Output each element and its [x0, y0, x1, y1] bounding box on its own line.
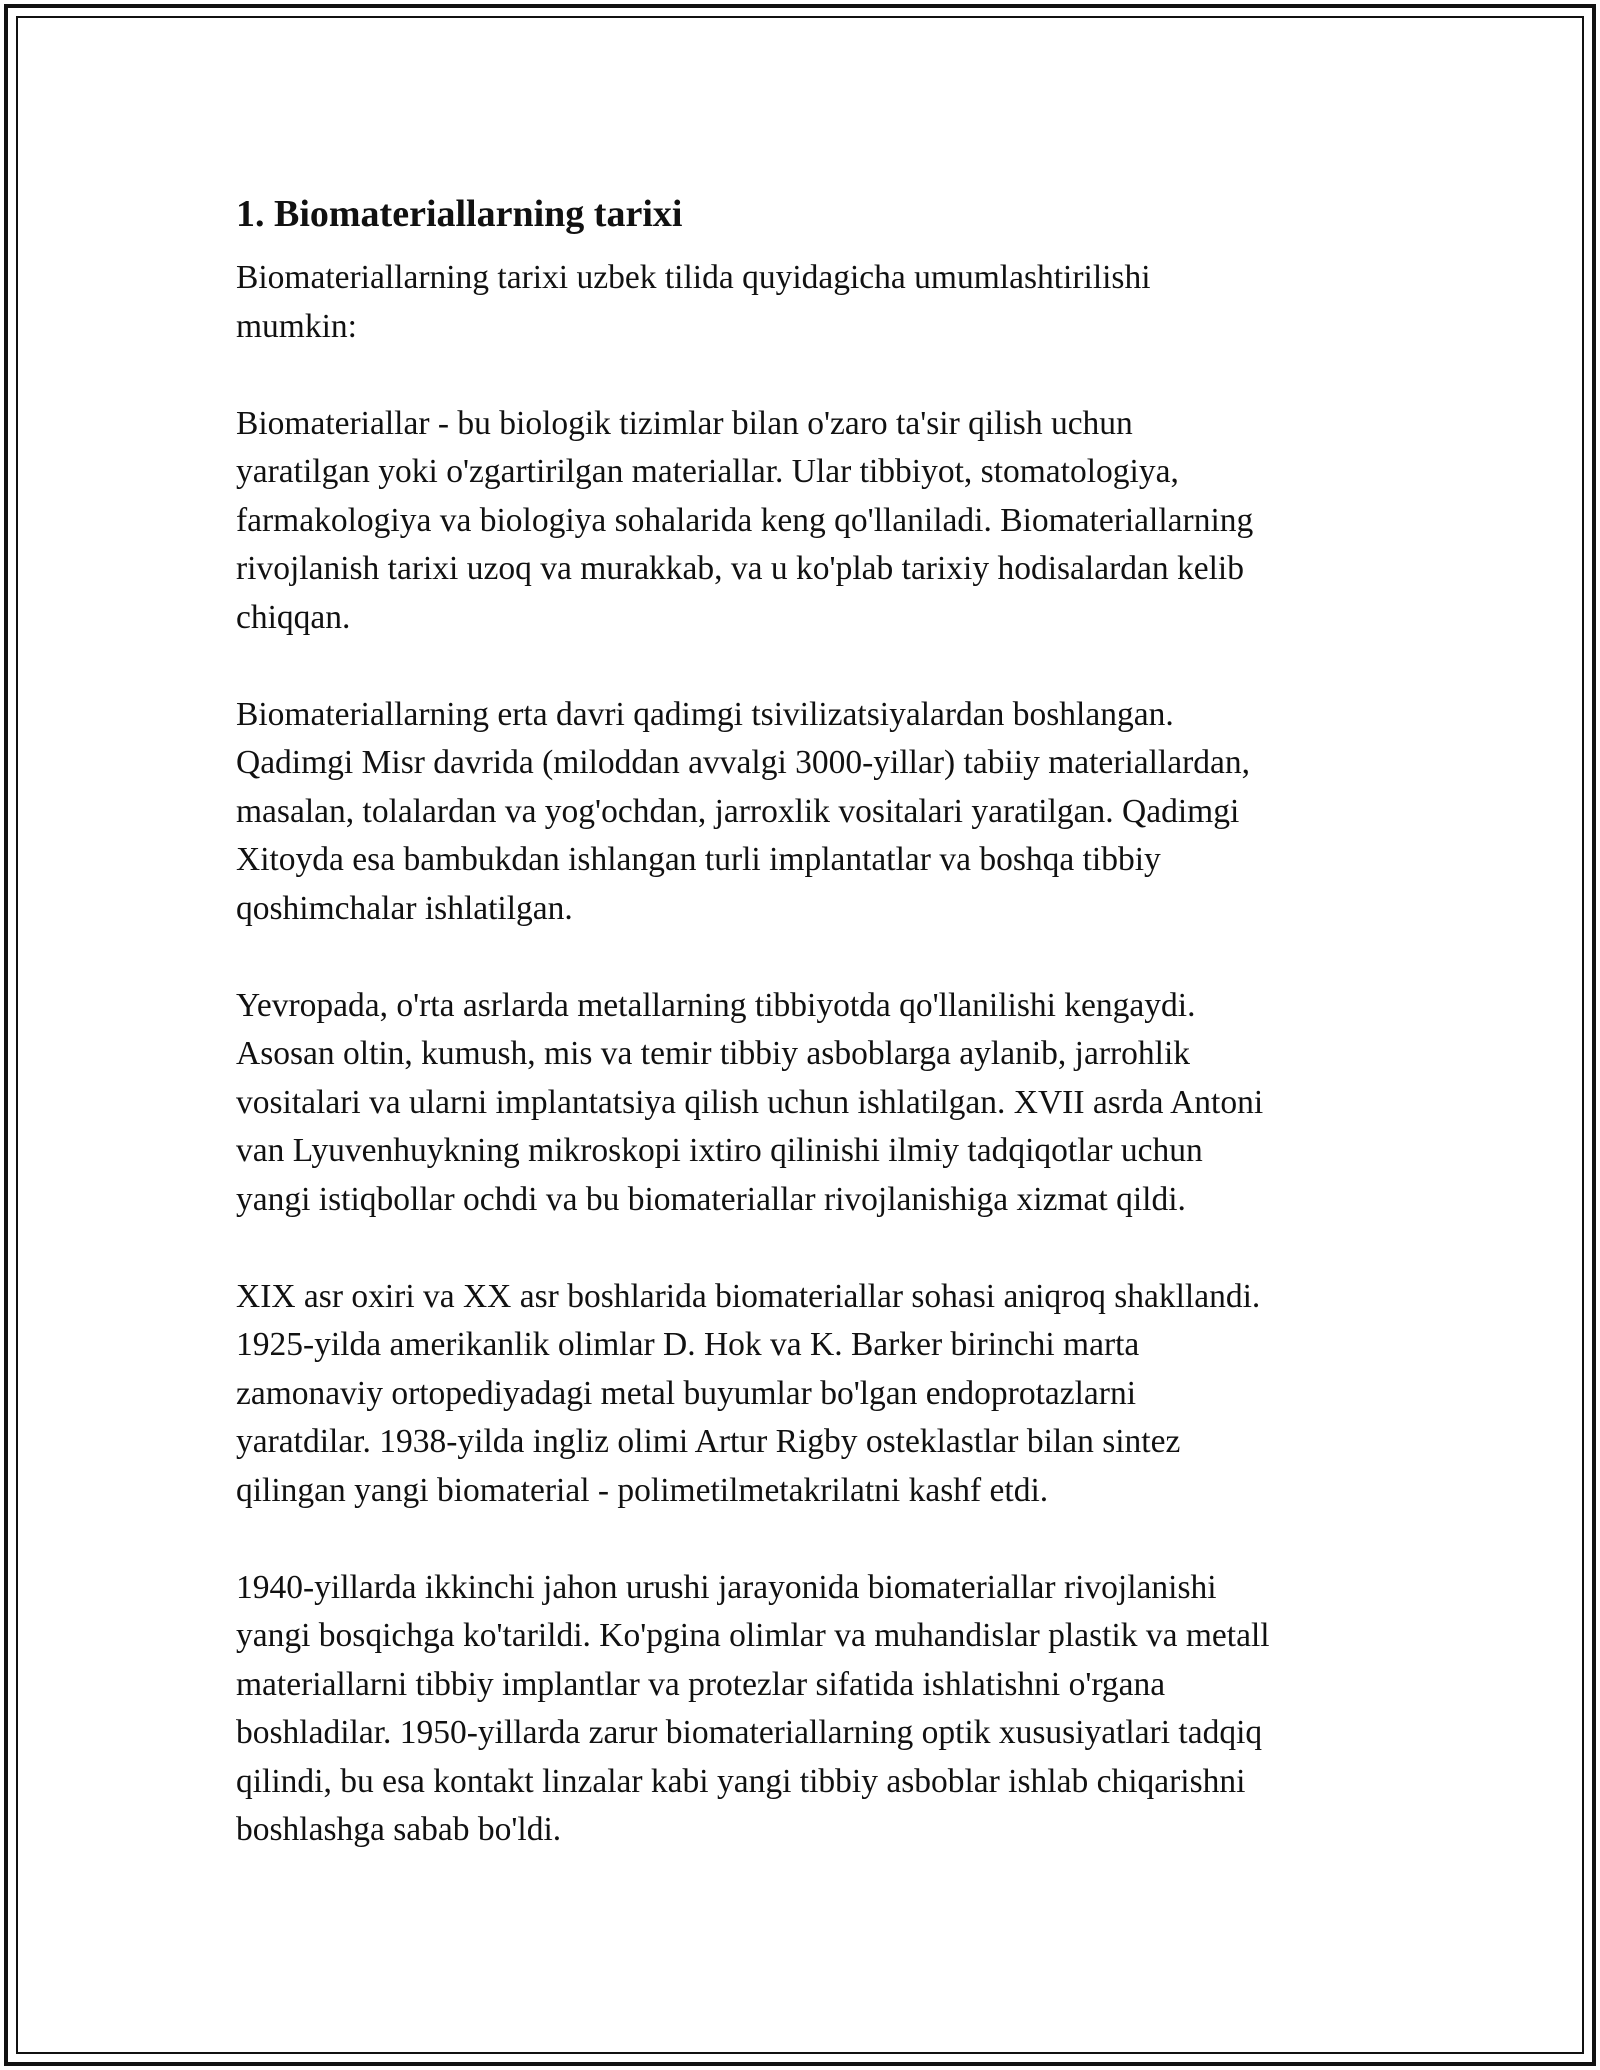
text-line: Biomateriallar - bu biologik tizimlar bilan o'zaro ta'sir qilish uchun [236, 404, 1133, 442]
text-line: yangi istiqbollar ochdi va bu biomateriallar rivojlanishiga xizmat qildi. [236, 1180, 1186, 1218]
paragraph-ancient [236, 691, 1380, 934]
paragraph-wartime [236, 1564, 1380, 1855]
text-line: yaratdilar. 1938-yilda ingliz olimi Artur Rigby osteklastlar bilan sintez [236, 1423, 1181, 1460]
document-body [236, 186, 1380, 1903]
section-title: 1. Biomateriallarning tarixi [236, 193, 683, 235]
text-line: 1925-yilda amerikanlik olimlar D. Hok va K. Barker birinchi marta [236, 1326, 1140, 1363]
text-line: Yevropada, o'rta asrlarda metallarning tibbiyotda qo'llanilishi kengaydi. [236, 986, 1196, 1024]
text-line: yangi bosqichga ko'tarildi. Ko'pgina olimlar va muhandislar plastik va metall [236, 1617, 1270, 1654]
text-line: Xitoyda esa bambukdan ishlangan turli implantatlar va boshqa tibbiy [236, 841, 1161, 878]
text-line: vositalari va ularni implantatsiya qilish uchun ishlatilgan. XVII asrda Antoni [236, 1083, 1264, 1121]
text-line: yaratilgan yoki o'zgartirilgan materiallar. Ular tibbiyot, stomatologiya, [236, 453, 1179, 490]
text-line: boshladilar. 1950-yillarda zarur biomateriallarning optik xususiyatlari tadqiq [236, 1714, 1263, 1751]
text-line: farmakologiya va biologiya sohalarida keng qo'llaniladi. Biomateriallarning [236, 501, 1254, 539]
text-line: masalan, tolalardan va yog'ochdan, jarroxlik vositalari yaratilgan. Qadimgi [236, 792, 1240, 830]
text-line: materiallarni tibbiy implantlar va protezlar sifatida ishlatishni o'rgana [236, 1665, 1166, 1703]
paragraph-modern-early [236, 1273, 1380, 1516]
text-line: qilingan yangi biomaterial - polimetilmetakrilatni kashf etdi. [236, 1471, 1049, 1509]
text-line: Asosan oltin, kumush, mis va temir tibbiy asboblarga aylanib, jarrohlik [236, 1035, 1190, 1072]
text-line: zamonaviy ortopediyadagi metal buyumlar bo'lgan endoprotazlarni [236, 1374, 1137, 1412]
paragraph-definition [236, 400, 1380, 643]
text-line: van Lyuvenhuykning mikroskopi ixtiro qilinishi ilmiy tadqiqotlar uchun [236, 1132, 1203, 1169]
text-line: mumkin: [236, 307, 357, 345]
text-line: chiqqan. [236, 598, 351, 636]
text-line: 1940-yillarda ikkinchi jahon urushi jarayonida biomateriallar rivojlanishi [236, 1568, 1217, 1606]
text-line: qilindi, bu esa kontakt linzalar kabi yangi tibbiy asboblar ishlab chiqarishni [236, 1762, 1246, 1800]
paragraph-intro [236, 254, 1380, 351]
text-line: boshlashga sabab bo'ldi. [236, 1811, 562, 1848]
text-line: rivojlanish tarixi uzoq va murakkab, va u ko'plab tarixiy hodisalardan kelib [236, 550, 1244, 587]
text-line: Qadimgi Misr davrida (miloddan avvalgi 3000-yillar) tabiiy materiallardan, [236, 744, 1251, 781]
text-line: Biomateriallarning erta davri qadimgi tsivilizatsiyalardan boshlangan. [236, 695, 1174, 733]
paragraph-medieval [236, 982, 1380, 1225]
text-line: XIX asr oxiri va XX asr boshlarida biomateriallar sohasi aniqroq shakllandi. [236, 1277, 1261, 1315]
text-line: Biomateriallarning tarixi uzbek tilida quyidagicha umumlashtirilishi [236, 259, 1151, 296]
text-line: qoshimchalar ishlatilgan. [236, 889, 573, 927]
